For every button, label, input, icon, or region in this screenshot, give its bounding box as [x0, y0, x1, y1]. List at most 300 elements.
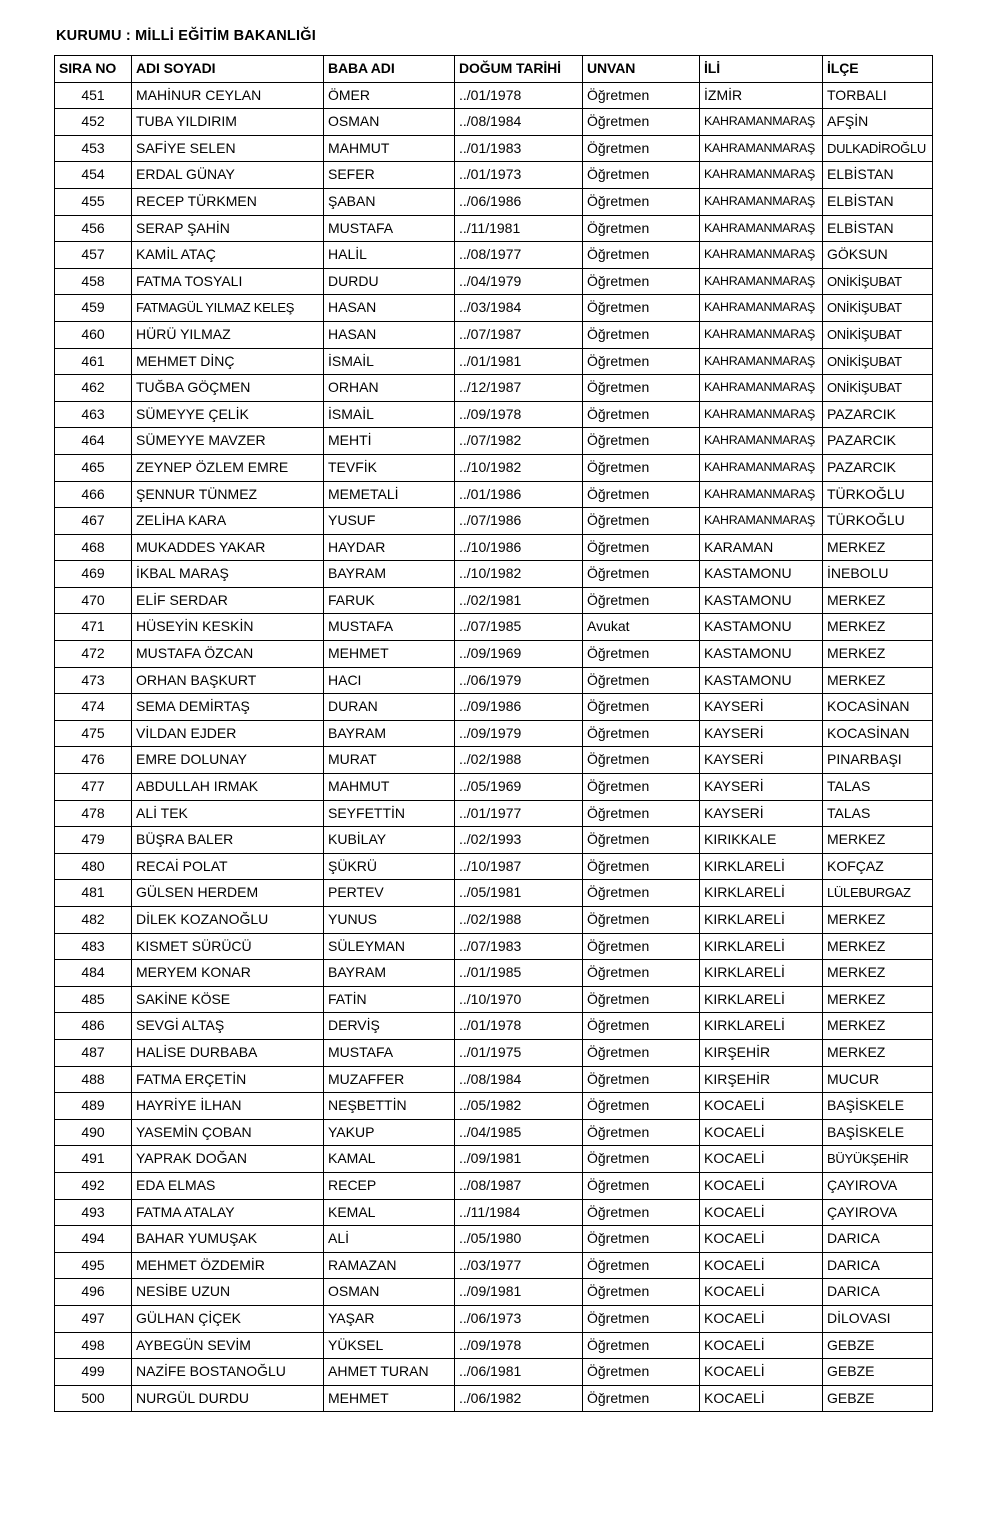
cell-il: KAYSERİ	[700, 720, 823, 747]
table-row	[55, 880, 933, 907]
cell-ilce: KOCASİNAN	[823, 720, 933, 747]
cell-dogum: ../10/1987	[455, 853, 583, 880]
table-row	[55, 428, 933, 455]
cell-ilce: PAZARCIK	[823, 401, 933, 428]
cell-baba: YÜKSEL	[324, 1332, 455, 1359]
cell-unvan: Öğretmen	[583, 694, 700, 721]
cell-sira: 479	[55, 827, 132, 854]
table-row	[55, 907, 933, 934]
cell-unvan: Öğretmen	[583, 1226, 700, 1253]
table-row	[55, 667, 933, 694]
cell-ad: ŞENNUR TÜNMEZ	[132, 481, 324, 508]
cell-ilce: ELBİSTAN	[823, 162, 933, 189]
cell-baba: ŞÜKRÜ	[324, 853, 455, 880]
table-row	[55, 561, 933, 588]
cell-dogum: ../07/1986	[455, 508, 583, 535]
cell-unvan: Öğretmen	[583, 268, 700, 295]
cell-il: KIRIKKALE	[700, 827, 823, 854]
cell-baba: ÖMER	[324, 82, 455, 109]
cell-il: KIRKLARELİ	[700, 986, 823, 1013]
cell-dogum: ../02/1981	[455, 587, 583, 614]
table-row	[55, 1332, 933, 1359]
cell-ilce: KOCASİNAN	[823, 694, 933, 721]
table-row	[55, 614, 933, 641]
cell-ad: SAFİYE SELEN	[132, 135, 324, 162]
cell-dogum: ../09/1986	[455, 694, 583, 721]
cell-il: İZMİR	[700, 82, 823, 109]
cell-ad: NESİBE UZUN	[132, 1279, 324, 1306]
cell-ilce: MERKEZ	[823, 587, 933, 614]
cell-unvan: Öğretmen	[583, 428, 700, 455]
cell-unvan: Öğretmen	[583, 1199, 700, 1226]
cell-unvan: Öğretmen	[583, 1385, 700, 1412]
cell-il: KASTAMONU	[700, 614, 823, 641]
table-row	[55, 720, 933, 747]
cell-ilce: LÜLEBURGAZ	[823, 880, 933, 907]
table-row	[55, 1305, 933, 1332]
cell-baba: DURAN	[324, 694, 455, 721]
cell-dogum: ../01/1983	[455, 135, 583, 162]
cell-baba: İSMAİL	[324, 348, 455, 375]
cell-ad: TUBA YILDIRIM	[132, 109, 324, 136]
cell-ad: EDA ELMAS	[132, 1172, 324, 1199]
cell-ad: ELİF SERDAR	[132, 587, 324, 614]
cell-ilce: GEBZE	[823, 1359, 933, 1386]
cell-baba: DURDU	[324, 268, 455, 295]
cell-sira: 475	[55, 720, 132, 747]
cell-il: KAHRAMANMARAŞ	[700, 375, 823, 402]
cell-unvan: Öğretmen	[583, 1119, 700, 1146]
table-row	[55, 1013, 933, 1040]
cell-sira: 480	[55, 853, 132, 880]
cell-ilce: TÜRKOĞLU	[823, 508, 933, 535]
cell-ilce: DULKADİROĞLU	[823, 135, 933, 162]
cell-il: KAHRAMANMARAŞ	[700, 162, 823, 189]
cell-sira: 476	[55, 747, 132, 774]
cell-dogum: ../06/1979	[455, 667, 583, 694]
cell-unvan: Öğretmen	[583, 641, 700, 668]
cell-ad: RECEP TÜRKMEN	[132, 188, 324, 215]
cell-ad: DİLEK KOZANOĞLU	[132, 907, 324, 934]
cell-il: KASTAMONU	[700, 561, 823, 588]
cell-unvan: Öğretmen	[583, 774, 700, 801]
cell-unvan: Öğretmen	[583, 933, 700, 960]
cell-dogum: ../11/1981	[455, 215, 583, 242]
personnel-table	[54, 55, 933, 1412]
cell-baba: KEMAL	[324, 1199, 455, 1226]
cell-il: KAYSERİ	[700, 774, 823, 801]
cell-ad: GÜLHAN ÇİÇEK	[132, 1305, 324, 1332]
cell-dogum: ../02/1988	[455, 747, 583, 774]
table-row	[55, 1039, 933, 1066]
cell-sira: 478	[55, 800, 132, 827]
cell-unvan: Öğretmen	[583, 375, 700, 402]
cell-unvan: Öğretmen	[583, 454, 700, 481]
cell-il: KIRŞEHİR	[700, 1039, 823, 1066]
table-row	[55, 1146, 933, 1173]
cell-ilce: PAZARCIK	[823, 428, 933, 455]
cell-ilce: MERKEZ	[823, 986, 933, 1013]
cell-sira: 456	[55, 215, 132, 242]
cell-ad: MUKADDES YAKAR	[132, 534, 324, 561]
cell-ilce: MERKEZ	[823, 907, 933, 934]
cell-sira: 496	[55, 1279, 132, 1306]
cell-baba: BAYRAM	[324, 720, 455, 747]
cell-baba: HASAN	[324, 321, 455, 348]
cell-ilce: ONİKİŞUBAT	[823, 348, 933, 375]
cell-ilce: DARICA	[823, 1252, 933, 1279]
cell-dogum: ../09/1969	[455, 641, 583, 668]
cell-unvan: Öğretmen	[583, 295, 700, 322]
cell-baba: BAYRAM	[324, 960, 455, 987]
cell-ilce: BAŞİSKELE	[823, 1119, 933, 1146]
cell-dogum: ../10/1982	[455, 454, 583, 481]
cell-ad: ABDULLAH IRMAK	[132, 774, 324, 801]
cell-dogum: ../05/1982	[455, 1093, 583, 1120]
cell-unvan: Öğretmen	[583, 907, 700, 934]
cell-baba: ŞABAN	[324, 188, 455, 215]
cell-dogum: ../07/1982	[455, 428, 583, 455]
cell-ilce: DARICA	[823, 1226, 933, 1253]
page-title: KURUMU : MİLLİ EĞİTİM BAKANLIĞI	[56, 28, 316, 44]
cell-il: KAYSERİ	[700, 694, 823, 721]
table-row	[55, 1226, 933, 1253]
cell-il: KOCAELİ	[700, 1359, 823, 1386]
cell-sira: 493	[55, 1199, 132, 1226]
cell-ad: ZELİHA KARA	[132, 508, 324, 535]
cell-baba: YAKUP	[324, 1119, 455, 1146]
cell-il: KOCAELİ	[700, 1279, 823, 1306]
cell-il: KAHRAMANMARAŞ	[700, 188, 823, 215]
cell-ad: MAHİNUR CEYLAN	[132, 82, 324, 109]
table-row	[55, 454, 933, 481]
table-row	[55, 321, 933, 348]
cell-sira: 489	[55, 1093, 132, 1120]
cell-il: KOCAELİ	[700, 1172, 823, 1199]
cell-il: KAHRAMANMARAŞ	[700, 268, 823, 295]
cell-dogum: ../09/1981	[455, 1279, 583, 1306]
cell-unvan: Avukat	[583, 614, 700, 641]
cell-ad: BAHAR YUMUŞAK	[132, 1226, 324, 1253]
cell-baba: MEMETALİ	[324, 481, 455, 508]
cell-dogum: ../01/1986	[455, 481, 583, 508]
cell-unvan: Öğretmen	[583, 481, 700, 508]
cell-ilce: ELBİSTAN	[823, 188, 933, 215]
cell-sira: 494	[55, 1226, 132, 1253]
cell-ad: NURGÜL DURDU	[132, 1385, 324, 1412]
cell-ilce: MUCUR	[823, 1066, 933, 1093]
cell-ilce: MERKEZ	[823, 960, 933, 987]
table-row	[55, 1252, 933, 1279]
cell-sira: 467	[55, 508, 132, 535]
cell-unvan: Öğretmen	[583, 800, 700, 827]
cell-baba: BAYRAM	[324, 561, 455, 588]
cell-ilce: ONİKİŞUBAT	[823, 375, 933, 402]
cell-ilce: MERKEZ	[823, 1039, 933, 1066]
cell-unvan: Öğretmen	[583, 561, 700, 588]
cell-sira: 459	[55, 295, 132, 322]
cell-dogum: ../09/1979	[455, 720, 583, 747]
cell-baba: KAMAL	[324, 1146, 455, 1173]
cell-ad: KISMET SÜRÜCÜ	[132, 933, 324, 960]
column-header-unvan: UNVAN	[583, 56, 700, 83]
cell-il: KOCAELİ	[700, 1305, 823, 1332]
cell-ilce: ÇAYIROVA	[823, 1172, 933, 1199]
cell-sira: 455	[55, 188, 132, 215]
cell-il: KAYSERİ	[700, 800, 823, 827]
cell-ad: NAZİFE BOSTANOĞLU	[132, 1359, 324, 1386]
cell-ad: HÜSEYİN KESKİN	[132, 614, 324, 641]
table-header-row	[55, 56, 933, 83]
cell-sira: 473	[55, 667, 132, 694]
table-row	[55, 1385, 933, 1412]
cell-ilce: İNEBOLU	[823, 561, 933, 588]
column-header-ilce: İLÇE	[823, 56, 933, 83]
cell-unvan: Öğretmen	[583, 508, 700, 535]
cell-unvan: Öğretmen	[583, 162, 700, 189]
cell-unvan: Öğretmen	[583, 534, 700, 561]
cell-ilce: GÖKSUN	[823, 242, 933, 269]
cell-ad: HALİSE DURBABA	[132, 1039, 324, 1066]
cell-unvan: Öğretmen	[583, 587, 700, 614]
cell-il: KOCAELİ	[700, 1226, 823, 1253]
cell-ad: MEHMET DİNÇ	[132, 348, 324, 375]
cell-ad: FATMA ATALAY	[132, 1199, 324, 1226]
cell-il: KOCAELİ	[700, 1093, 823, 1120]
cell-baba: ALİ	[324, 1226, 455, 1253]
cell-il: KAHRAMANMARAŞ	[700, 348, 823, 375]
cell-ad: SAKİNE KÖSE	[132, 986, 324, 1013]
personnel-table-container	[54, 55, 932, 1412]
table-row	[55, 82, 933, 109]
cell-ilce: PAZARCIK	[823, 454, 933, 481]
cell-baba: HASAN	[324, 295, 455, 322]
cell-unvan: Öğretmen	[583, 986, 700, 1013]
cell-il: KAHRAMANMARAŞ	[700, 428, 823, 455]
cell-baba: YAŞAR	[324, 1305, 455, 1332]
cell-dogum: ../06/1981	[455, 1359, 583, 1386]
column-header-dogum-tarihi: DOĞUM TARİHİ	[455, 56, 583, 83]
cell-ad: FATMAGÜL YILMAZ KELEŞ	[132, 295, 324, 322]
cell-baba: FATİN	[324, 986, 455, 1013]
table-row	[55, 827, 933, 854]
cell-ilce: PINARBAŞI	[823, 747, 933, 774]
cell-il: KAHRAMANMARAŞ	[700, 242, 823, 269]
cell-unvan: Öğretmen	[583, 1359, 700, 1386]
cell-dogum: ../09/1981	[455, 1146, 583, 1173]
table-row	[55, 587, 933, 614]
cell-ilce: ONİKİŞUBAT	[823, 268, 933, 295]
cell-sira: 487	[55, 1039, 132, 1066]
cell-unvan: Öğretmen	[583, 747, 700, 774]
cell-unvan: Öğretmen	[583, 1013, 700, 1040]
cell-sira: 491	[55, 1146, 132, 1173]
cell-ilce: KOFÇAZ	[823, 853, 933, 880]
cell-sira: 481	[55, 880, 132, 907]
cell-baba: AHMET TURAN	[324, 1359, 455, 1386]
cell-il: KASTAMONU	[700, 667, 823, 694]
cell-sira: 495	[55, 1252, 132, 1279]
cell-sira: 497	[55, 1305, 132, 1332]
cell-ilce: TALAS	[823, 774, 933, 801]
cell-ad: RECAİ POLAT	[132, 853, 324, 880]
table-row	[55, 242, 933, 269]
cell-dogum: ../06/1986	[455, 188, 583, 215]
cell-sira: 463	[55, 401, 132, 428]
cell-il: KAHRAMANMARAŞ	[700, 481, 823, 508]
cell-dogum: ../03/1977	[455, 1252, 583, 1279]
cell-ilce: GEBZE	[823, 1385, 933, 1412]
cell-baba: ORHAN	[324, 375, 455, 402]
cell-dogum: ../01/1985	[455, 960, 583, 987]
cell-sira: 484	[55, 960, 132, 987]
cell-dogum: ../07/1983	[455, 933, 583, 960]
cell-sira: 485	[55, 986, 132, 1013]
cell-sira: 483	[55, 933, 132, 960]
table-row	[55, 215, 933, 242]
cell-dogum: ../01/1975	[455, 1039, 583, 1066]
cell-baba: MUSTAFA	[324, 1039, 455, 1066]
cell-dogum: ../08/1984	[455, 1066, 583, 1093]
cell-dogum: ../06/1973	[455, 1305, 583, 1332]
table-row	[55, 162, 933, 189]
table-row	[55, 853, 933, 880]
cell-ilce: MERKEZ	[823, 614, 933, 641]
cell-sira: 498	[55, 1332, 132, 1359]
cell-unvan: Öğretmen	[583, 1252, 700, 1279]
table-row	[55, 109, 933, 136]
cell-ilce: ÇAYIROVA	[823, 1199, 933, 1226]
cell-baba: YUSUF	[324, 508, 455, 535]
cell-dogum: ../05/1981	[455, 880, 583, 907]
cell-ilce: ONİKİŞUBAT	[823, 321, 933, 348]
cell-ad: FATMA TOSYALI	[132, 268, 324, 295]
cell-baba: KUBİLAY	[324, 827, 455, 854]
cell-ad: SÜMEYYE ÇELİK	[132, 401, 324, 428]
cell-unvan: Öğretmen	[583, 1279, 700, 1306]
cell-sira: 460	[55, 321, 132, 348]
column-header-sira-no: SIRA NO	[55, 56, 132, 83]
cell-sira: 492	[55, 1172, 132, 1199]
table-row	[55, 747, 933, 774]
table-header	[55, 56, 933, 83]
cell-baba: MUZAFFER	[324, 1066, 455, 1093]
cell-ilce: DARICA	[823, 1279, 933, 1306]
cell-il: KAYSERİ	[700, 747, 823, 774]
table-row	[55, 401, 933, 428]
cell-unvan: Öğretmen	[583, 880, 700, 907]
cell-ad: VİLDAN EJDER	[132, 720, 324, 747]
cell-ad: FATMA ERÇETİN	[132, 1066, 324, 1093]
cell-ad: MUSTAFA ÖZCAN	[132, 641, 324, 668]
cell-ilce: MERKEZ	[823, 1013, 933, 1040]
cell-unvan: Öğretmen	[583, 1093, 700, 1120]
cell-baba: HACI	[324, 667, 455, 694]
cell-dogum: ../01/1973	[455, 162, 583, 189]
cell-sira: 482	[55, 907, 132, 934]
cell-dogum: ../01/1978	[455, 82, 583, 109]
table-row	[55, 1279, 933, 1306]
table-row	[55, 960, 933, 987]
cell-ilce: ELBİSTAN	[823, 215, 933, 242]
cell-sira: 474	[55, 694, 132, 721]
cell-ilce: TALAS	[823, 800, 933, 827]
cell-baba: MEHMET	[324, 641, 455, 668]
cell-unvan: Öğretmen	[583, 1172, 700, 1199]
cell-unvan: Öğretmen	[583, 960, 700, 987]
cell-unvan: Öğretmen	[583, 215, 700, 242]
cell-ilce: BAŞİSKELE	[823, 1093, 933, 1120]
cell-il: KOCAELİ	[700, 1146, 823, 1173]
cell-ad: BÜŞRA BALER	[132, 827, 324, 854]
cell-ad: YAPRAK DOĞAN	[132, 1146, 324, 1173]
table-row	[55, 641, 933, 668]
cell-il: KIRKLARELİ	[700, 907, 823, 934]
column-header-baba-adi: BABA ADI	[324, 56, 455, 83]
table-row	[55, 481, 933, 508]
cell-ad: GÜLSEN HERDEM	[132, 880, 324, 907]
cell-dogum: ../04/1979	[455, 268, 583, 295]
table-row	[55, 774, 933, 801]
cell-dogum: ../10/1982	[455, 561, 583, 588]
cell-baba: MAHMUT	[324, 774, 455, 801]
cell-baba: NEŞBETTİN	[324, 1093, 455, 1120]
cell-dogum: ../09/1978	[455, 1332, 583, 1359]
cell-il: KIRKLARELİ	[700, 960, 823, 987]
cell-il: KIRKLARELİ	[700, 853, 823, 880]
cell-dogum: ../08/1977	[455, 242, 583, 269]
cell-ad: KAMİL ATAÇ	[132, 242, 324, 269]
cell-baba: DERVİŞ	[324, 1013, 455, 1040]
table-row	[55, 188, 933, 215]
cell-ad: AYBEGÜN SEVİM	[132, 1332, 324, 1359]
cell-baba: SEYFETTİN	[324, 800, 455, 827]
cell-il: KASTAMONU	[700, 641, 823, 668]
cell-baba: RECEP	[324, 1172, 455, 1199]
cell-unvan: Öğretmen	[583, 401, 700, 428]
cell-dogum: ../05/1969	[455, 774, 583, 801]
cell-ilce: MERKEZ	[823, 827, 933, 854]
cell-dogum: ../10/1970	[455, 986, 583, 1013]
cell-unvan: Öğretmen	[583, 109, 700, 136]
table-row	[55, 508, 933, 535]
cell-ilce: GEBZE	[823, 1332, 933, 1359]
cell-sira: 452	[55, 109, 132, 136]
cell-baba: SÜLEYMAN	[324, 933, 455, 960]
cell-ad: MEHMET ÖZDEMİR	[132, 1252, 324, 1279]
cell-unvan: Öğretmen	[583, 1039, 700, 1066]
cell-baba: RAMAZAN	[324, 1252, 455, 1279]
cell-dogum: ../07/1987	[455, 321, 583, 348]
cell-baba: PERTEV	[324, 880, 455, 907]
cell-baba: FARUK	[324, 587, 455, 614]
cell-dogum: ../08/1984	[455, 109, 583, 136]
cell-sira: 454	[55, 162, 132, 189]
cell-dogum: ../07/1985	[455, 614, 583, 641]
table-row	[55, 1199, 933, 1226]
cell-baba: HALİL	[324, 242, 455, 269]
cell-baba: MEHTİ	[324, 428, 455, 455]
cell-dogum: ../12/1987	[455, 375, 583, 402]
cell-baba: MUSTAFA	[324, 614, 455, 641]
table-row	[55, 534, 933, 561]
cell-unvan: Öğretmen	[583, 667, 700, 694]
cell-il: KIRKLARELİ	[700, 933, 823, 960]
cell-sira: 464	[55, 428, 132, 455]
cell-dogum: ../02/1993	[455, 827, 583, 854]
cell-sira: 451	[55, 82, 132, 109]
table-row	[55, 1066, 933, 1093]
